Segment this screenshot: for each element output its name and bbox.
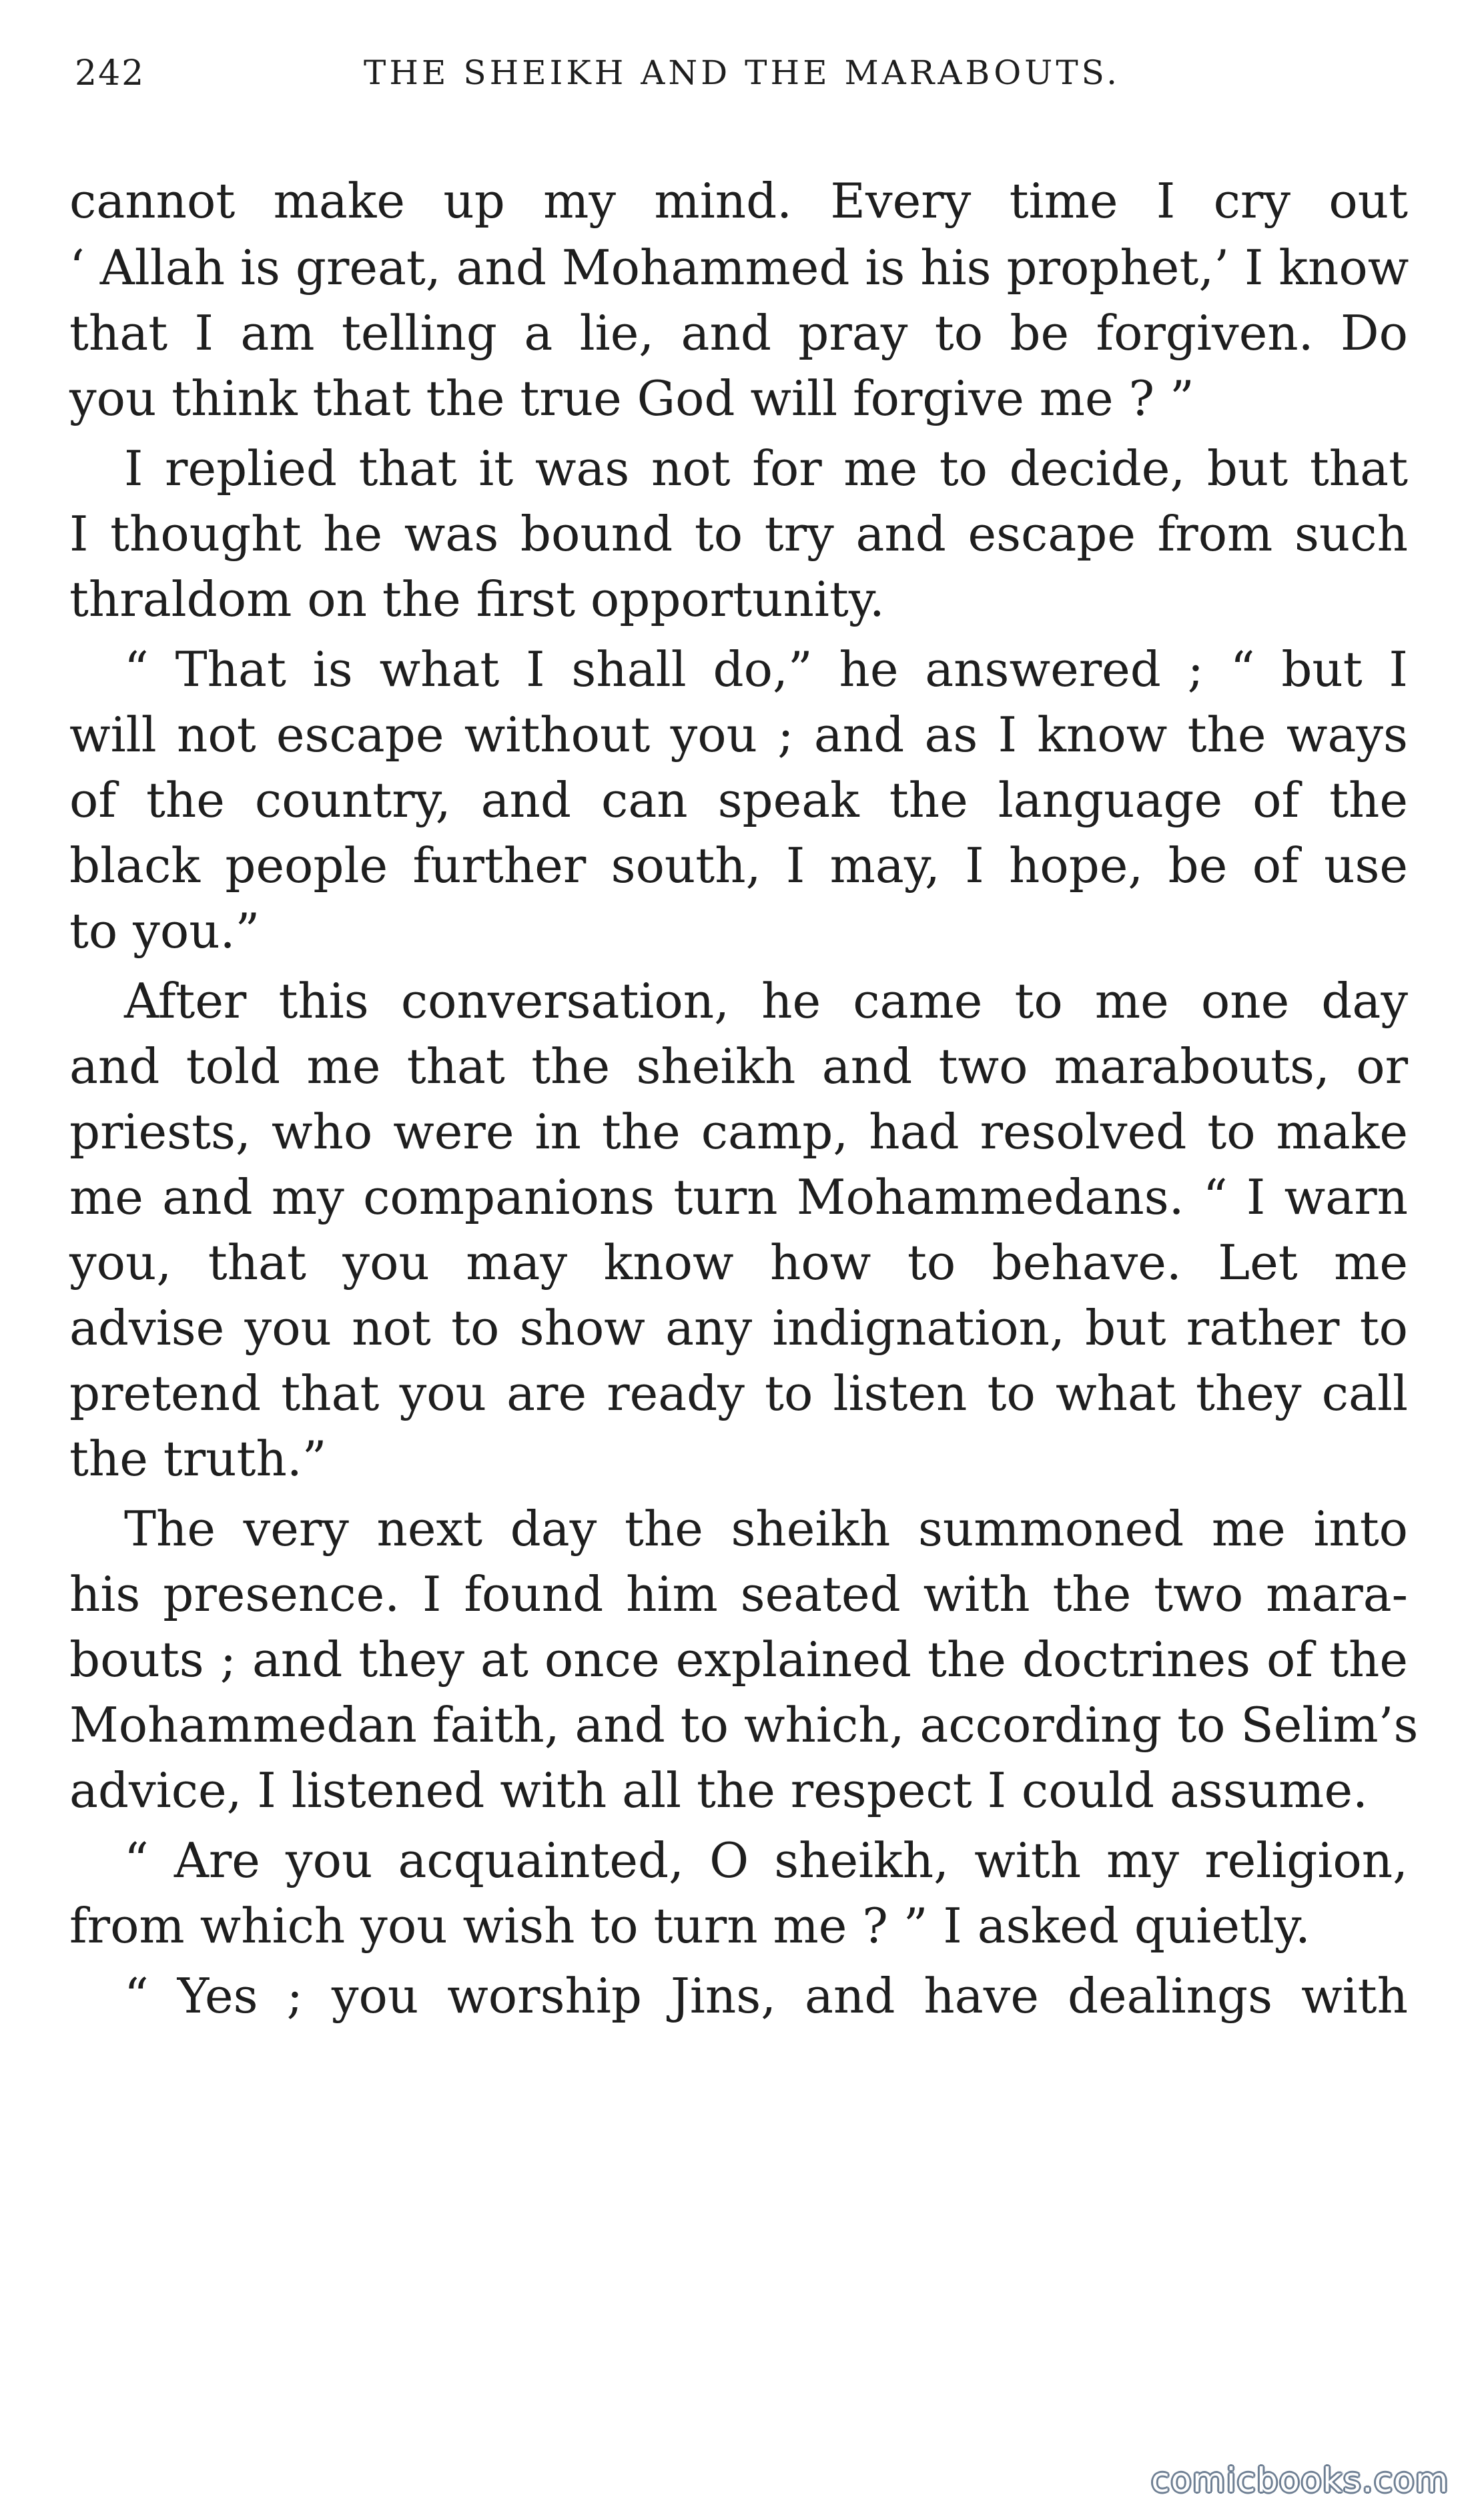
text-line: to you.”: [69, 903, 260, 959]
text-line: ‘ Allah is great, and Mohammed is his prophet,’ I know: [69, 240, 1409, 296]
text-line: “ That is what I shall do,” he answered ; “ but I: [124, 641, 1408, 697]
text-line: that I am telling a lie, and pray to be forgiven. Do: [69, 305, 1408, 361]
text-line: Mohammedan faith, and to which, according to Selim’s: [69, 1697, 1419, 1753]
watermark: comicbooks.com: [1151, 2461, 1449, 2500]
text-line: cannot make up my mind. Every time I cry out: [69, 173, 1408, 229]
text-line: the truth.”: [69, 1431, 327, 1487]
page-number: 242: [75, 53, 145, 93]
text-line: pretend that you are ready to listen to what they call: [69, 1365, 1408, 1421]
running-head: THE SHEIKH AND THE MARABOUTS.: [363, 53, 1121, 92]
text-line: advise you not to show any indignation, but rather to: [69, 1300, 1408, 1356]
text-line: advice, I listened with all the respect I could assume.: [69, 1762, 1368, 1818]
text-line: bouts ; and they at once explained the doctrines of the: [69, 1632, 1408, 1688]
text-line: priests, who were in the camp, had resolved to make: [69, 1104, 1408, 1160]
page-header: [75, 53, 1409, 113]
text-line: will not escape without you ; and as I know the ways: [69, 707, 1408, 763]
text-line: thraldom on the first opportunity.: [69, 571, 885, 627]
text-line: I replied that it was not for me to decide, but that: [124, 440, 1408, 496]
text-line: and told me that the sheikh and two marabouts, or: [69, 1038, 1408, 1094]
text-line: The very next day the sheikh summoned me into: [124, 1501, 1408, 1557]
text-line: “ Are you acquainted, O sheikh, with my religion,: [124, 1832, 1408, 1888]
text-line: “ Yes ; you worship Jins, and have dealings with: [124, 1968, 1408, 2024]
text-line: I thought he was bound to try and escape from such: [69, 506, 1408, 562]
text-line: black people further south, I may, I hope, be of use: [69, 837, 1408, 893]
text-line: After this conversation, he came to me one day: [124, 973, 1408, 1029]
text-line: his presence. I found him seated with the two mara-: [69, 1566, 1408, 1622]
text-line: of the country, and can speak the language of the: [69, 772, 1408, 828]
text-line: from which you wish to turn me ? ” I asked quietly.: [69, 1898, 1311, 1954]
text-line: me and my companions turn Mohammedans. “ I warn: [69, 1169, 1408, 1225]
text-line: you think that the true God will forgive me ? ”: [69, 370, 1194, 426]
text-line: you, that you may know how to behave. Let me: [69, 1234, 1408, 1291]
